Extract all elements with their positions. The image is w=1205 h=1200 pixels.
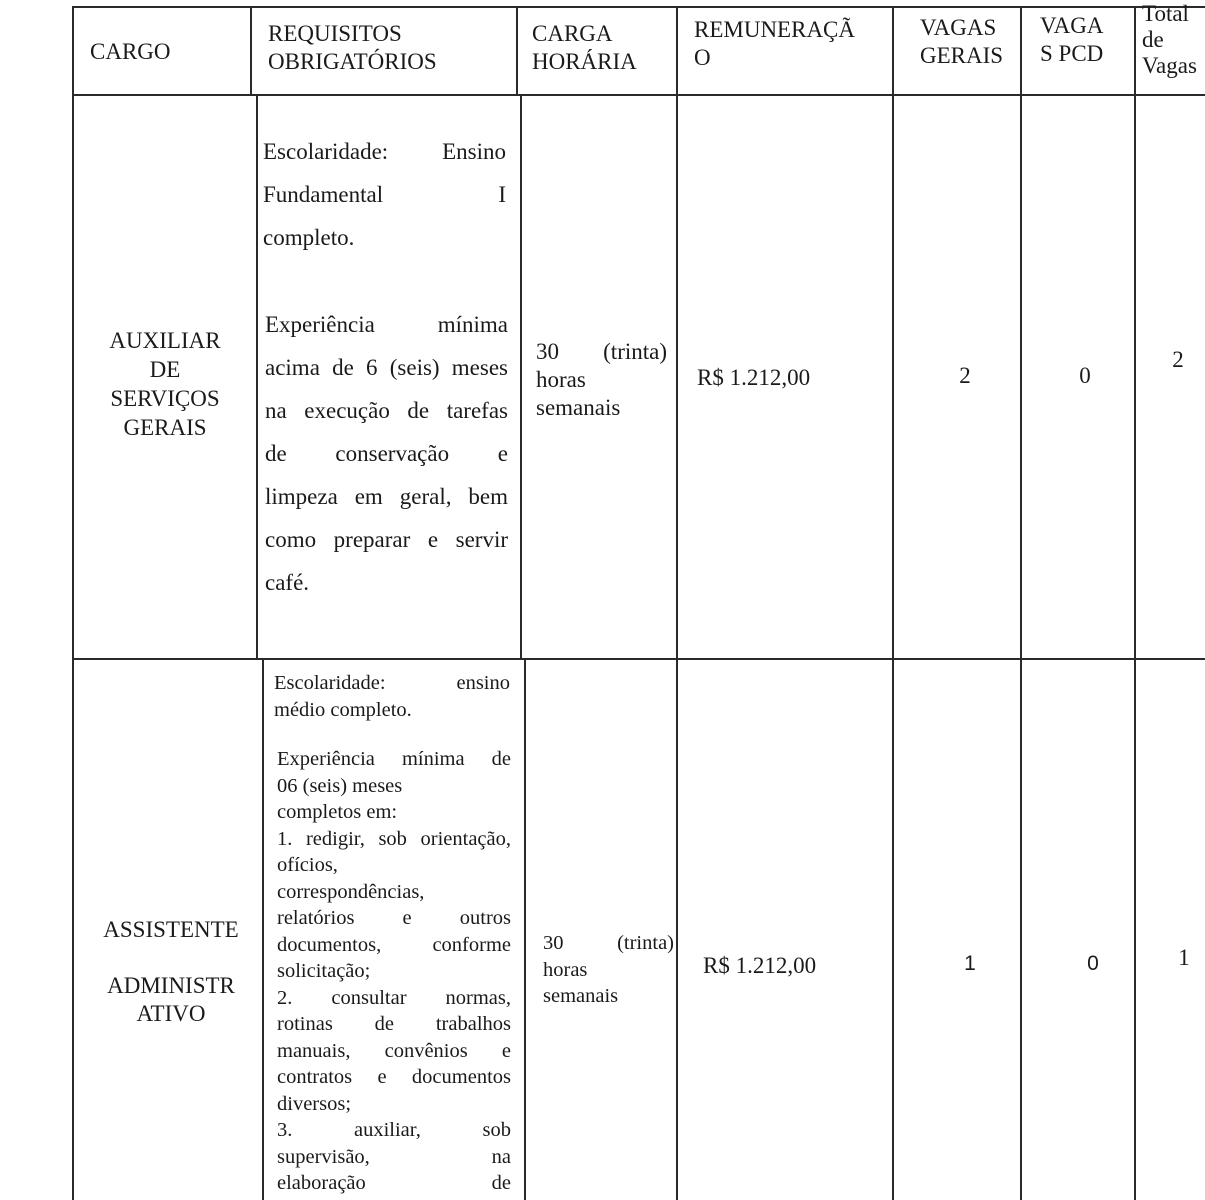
header-vagas-gerais (920, 14, 1004, 70)
table-top-border (72, 6, 1205, 8)
row-1-total-vagas: 2 (1172, 347, 1184, 372)
header-total-vagas (1142, 0, 1197, 80)
row-1-vagas-pcd: 0 (1079, 363, 1091, 388)
header-vagas-pcd (1040, 12, 1103, 68)
requisito-line: Escolaridade: ensino (274, 672, 510, 694)
requisito-line: 3. auxiliar, sob (277, 1119, 511, 1141)
header-cargo: CARGO (90, 39, 171, 64)
column-divider-3 (676, 6, 678, 1200)
requisito-line: Fundamental I (263, 182, 506, 207)
row-1-vagas-gerais: 2 (959, 363, 971, 388)
cargo-line: GERAIS (123, 415, 207, 440)
row-1-requisitos-experiencia (265, 303, 508, 604)
row-1-bottom-border (72, 658, 1205, 660)
header-vagas-pcd-line: VAGA (1040, 13, 1104, 38)
row-2-carga-horaria (543, 930, 674, 1010)
header-carga-line: HORÁRIA (532, 49, 637, 74)
header-remuneracao-line: O (694, 45, 711, 70)
header-remuneracao (694, 16, 855, 72)
requisito-line: Escolaridade: Ensino (263, 139, 506, 164)
requisito-line: na execução de tarefas (265, 398, 508, 423)
header-vagas-gerais-line: VAGAS (920, 15, 997, 40)
cargo-line: SERVIÇOS (110, 386, 220, 411)
carga-line: semanais (536, 395, 621, 420)
header-total-line: Total (1142, 1, 1189, 26)
requisito-line: 06 (seis) meses (277, 774, 403, 797)
row-2-remuneracao: R$ 1.212,00 (703, 953, 817, 978)
header-requisitos-line: REQUISITOS (268, 21, 402, 46)
carga-line: horas (536, 367, 586, 392)
column-divider-1 (250, 6, 252, 95)
header-vagas-gerais-line: GERAIS (920, 43, 1004, 68)
row-1-remuneracao: R$ 1.212,00 (697, 365, 811, 390)
carga-line: 30 (trinta) (536, 339, 667, 364)
header-total-line: de (1142, 27, 1164, 52)
table-left-border (72, 6, 74, 1200)
row-2-vagas-pcd: 0 (1087, 952, 1099, 975)
requisito-line: Experiência mínima (265, 312, 508, 337)
column-divider-5 (1020, 6, 1022, 1200)
requisito-line: contratos e documentos (277, 1066, 511, 1088)
requisito-line: café. (265, 570, 310, 595)
requisito-line: rotinas de trabalhos (277, 1013, 511, 1035)
requisito-line: médio completo. (274, 698, 412, 721)
row-2-vagas-gerais: 1 (964, 952, 976, 975)
requisito-line: supervisão, na (277, 1145, 511, 1168)
row-1-cargo (80, 326, 250, 442)
header-carga-horaria (532, 20, 637, 76)
row-1-requisitos-escolaridade (263, 130, 506, 259)
cargo-line: DE (149, 357, 181, 382)
column-divider-1-row-2 (262, 658, 264, 1200)
requisito-line: documentos, conforme (277, 933, 511, 956)
header-remuneracao-line: REMUNERAÇÃ (694, 17, 856, 42)
column-divider-1-row-1 (256, 94, 258, 659)
header-requisitos-line: OBRIGATÓRIOS (268, 49, 437, 74)
row-1-carga-horaria (536, 338, 667, 422)
header-carga-line: CARGA (532, 21, 613, 46)
header-vagas-pcd-line: S PCD (1040, 41, 1104, 66)
header-bottom-border (72, 94, 1205, 96)
column-divider-2 (516, 6, 518, 95)
column-divider-4 (892, 6, 894, 1200)
requisito-line: diversos; (277, 1092, 352, 1115)
requisito-line: ofícios, (277, 854, 338, 876)
requisito-line: limpeza em geral, bem (265, 484, 508, 509)
cargo-line: ADMINISTR (107, 973, 235, 998)
requisito-line: de conservação e (265, 441, 508, 466)
cargo-line: ASSISTENTE (103, 917, 239, 942)
requisito-line: correspondências, (277, 880, 425, 903)
carga-line: 30 (trinta) (543, 932, 674, 954)
column-divider-2-row-1 (520, 94, 522, 659)
requisito-line: completo. (263, 225, 355, 250)
cargo-line: AUXILIAR (109, 328, 221, 353)
requisito-line: 1. redigir, sob orientação, (277, 827, 511, 850)
requisito-line: manuais, convênios e (277, 1039, 511, 1062)
row-2-requisitos-escolaridade (274, 670, 510, 723)
carga-line: semanais (543, 985, 619, 1007)
header-total-line: Vagas (1142, 53, 1197, 78)
requisito-line: solicitação; (277, 960, 371, 982)
requisito-line: relatórios e outros (277, 907, 511, 929)
header-requisitos (268, 20, 437, 76)
column-divider-2-row-2 (524, 658, 526, 1200)
carga-line: horas (543, 958, 588, 981)
requisito-line: elaboração de (277, 1172, 511, 1194)
cargo-line: ATIVO (136, 1001, 206, 1026)
requisito-line: Experiência mínima de (277, 748, 511, 770)
row-2-requisitos-experiencia (277, 746, 511, 1197)
requisito-line: acima de 6 (seis) meses (265, 355, 508, 380)
column-divider-6 (1134, 6, 1136, 1200)
row-2-total-vagas: 1 (1178, 945, 1190, 970)
row-2-cargo (80, 916, 262, 1028)
requisito-line: como preparar e servir (265, 527, 508, 552)
requisito-line: completos em: (277, 801, 398, 823)
requisito-line: 2. consultar normas, (277, 986, 511, 1009)
